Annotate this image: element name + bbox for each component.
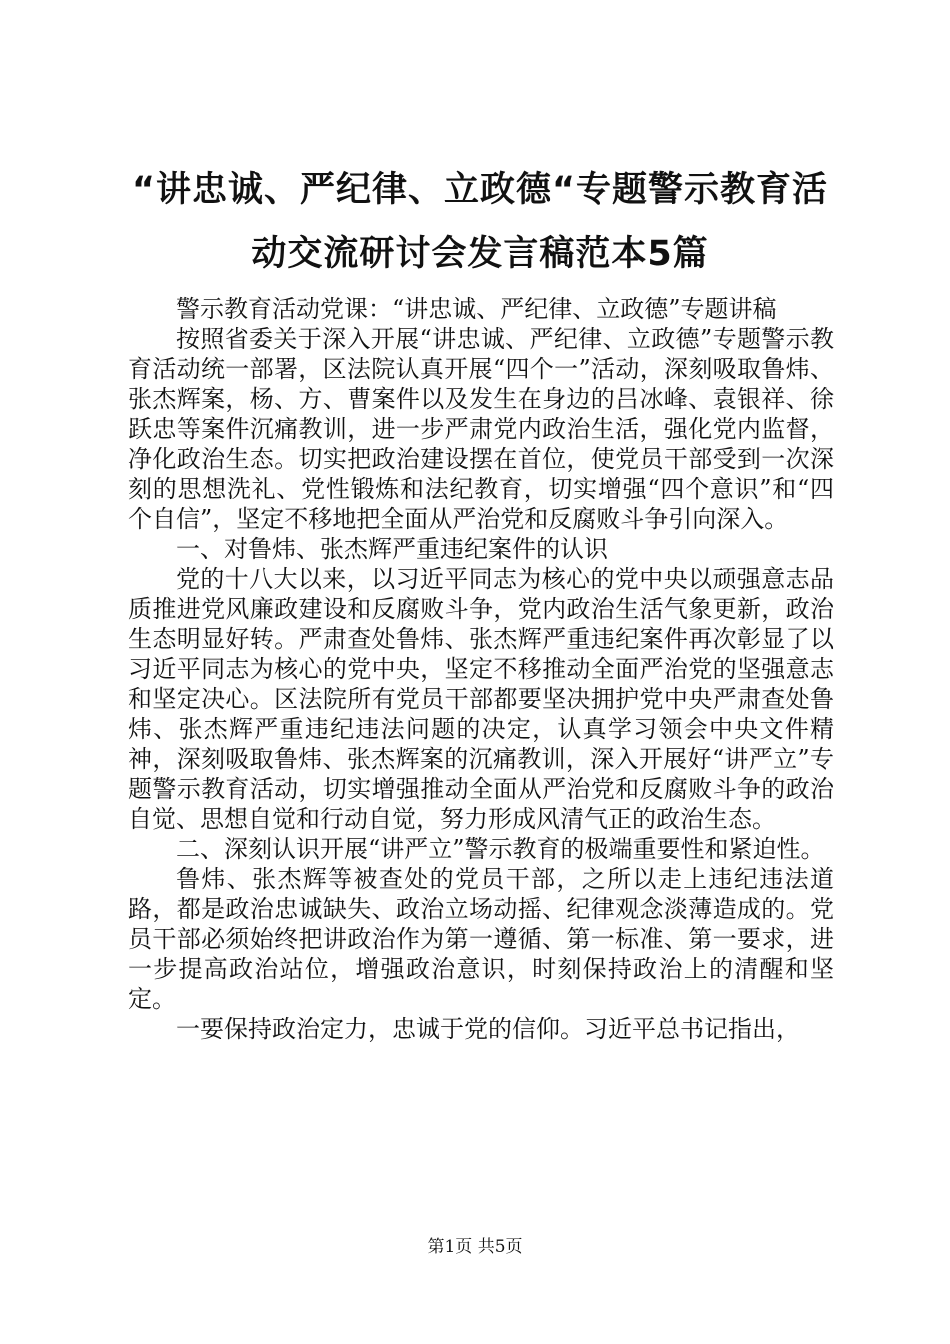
document-body bbox=[128, 294, 834, 1044]
section-heading-1: 一、对鲁炜、张杰辉严重违纪案件的认识 bbox=[176, 535, 608, 563]
paragraph-section-1: 党的十八大以来，以习近平同志为核心的党中央以顽强意志品质推进党风廉政建设和反腐败斗争，党内政治生活气象更新，政治生态明显好转。严肃查处鲁炜、张杰辉严重违纪案件再次彰显了以习近平同志为核心的党中央，坚定不移推动全面严治党的坚强意志和坚定决心。区法院所有党员干部都要坚决拥护党中央严肃查处鲁炜、张杰辉严重违纪违法问题的决定，认真学习领会中央文件精神，深刻吸取鲁炜、张杰辉案的沉痛教训，深入开展好“讲严立”专题警示教育活动，切实增强推动全面从严治党和反腐败斗争的政治自觉、思想自觉和行动自觉，努力形成风清气正的政治生态。 bbox=[128, 565, 834, 833]
paragraph-section-2: 鲁炜、张杰辉等被查处的党员干部，之所以走上违纪违法道路，都是政治忠诚缺失、政治立场动摇、纪律观念淡薄造成的。党员干部必须始终把讲政治作为第一遵循、第一标准、第一要求，进一步提高政治站位，增强政治意识，时刻保持政治上的清醒和坚定。 bbox=[128, 865, 834, 1013]
title-line-2: 动交流研讨会发言稿范本5篇 bbox=[251, 234, 709, 274]
paragraph-subtitle: 警示教育活动党课：“讲忠诚、严纪律、立政德”专题讲稿 bbox=[176, 295, 777, 323]
section-heading-2: 二、深刻认识开展“讲严立”警示教育的极端重要性和紧迫性。 bbox=[176, 835, 825, 863]
page-number-footer: 第1页 共5页 bbox=[427, 1237, 523, 1257]
document-title bbox=[120, 158, 840, 286]
paragraph-intro: 按照省委关于深入开展“讲忠诚、严纪律、立政德”专题警示教育活动统一部署，区法院认真开展“四个一”活动，深刻吸取鲁炜、张杰辉案，杨、方、曹案件以及发生在身边的吕冰峰、袁银祥、徐跃忠等案件沉痛教训，进一步严肃党内政治生活，强化党内监督，净化政治生态。切实把政治建设摆在首位，使党员干部受到一次深刻的思想洗礼、党性锻炼和法纪教育，切实增强“四个意识”和“四个自信”，坚定不移地把全面从严治党和反腐败斗争引向深入。 bbox=[128, 325, 834, 533]
title-line-1: “讲忠诚、严纪律、立政德“专题警示教育活 bbox=[131, 170, 828, 210]
paragraph-section-2-point-1: 一要保持政治定力，忠诚于党的信仰。习近平总书记指出， bbox=[176, 1015, 800, 1043]
